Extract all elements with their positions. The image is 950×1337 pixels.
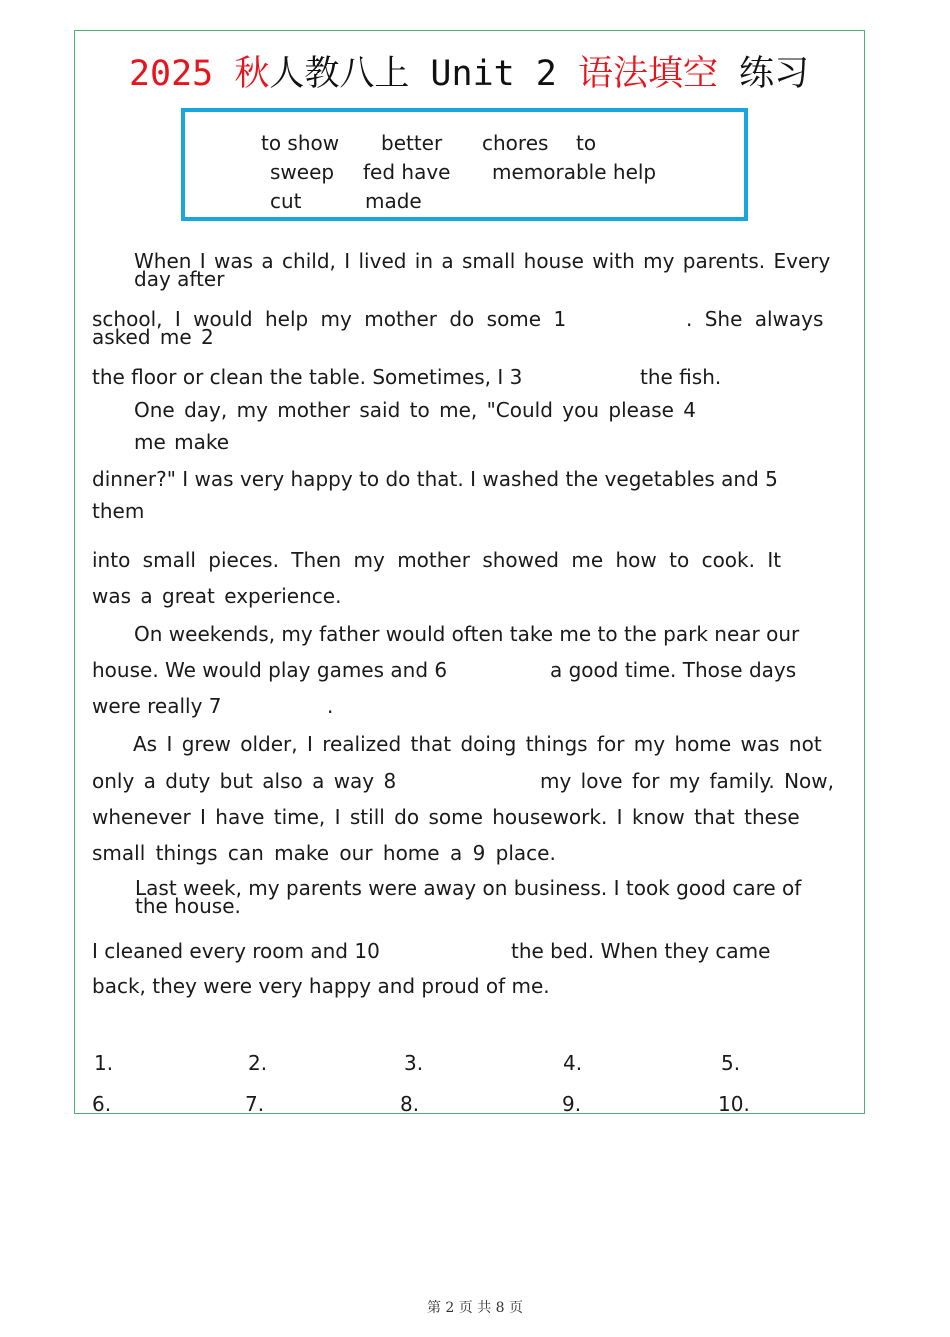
passage-line: One day, my mother said to me, "Could you please 4	[134, 398, 697, 422]
passage-line: into small pieces. Then my mother showed me how to cook. It	[92, 548, 782, 572]
word-bank-item: sweep	[270, 160, 335, 184]
passage-line: day after	[134, 267, 225, 291]
passage-line: them	[92, 499, 145, 523]
word-bank-item: memorable help	[492, 160, 657, 184]
passage-line: small things can make our home a 9 place.	[92, 841, 556, 865]
answer-number: 6.	[92, 1092, 112, 1116]
title-autumn: 秋	[234, 54, 270, 94]
passage-line: my love for my family. Now,	[540, 769, 835, 793]
passage-line: house. We would play games and 6	[92, 658, 448, 682]
word-bank-item: chores	[482, 131, 549, 155]
word-bank-item: better	[381, 131, 443, 155]
passage-line: me make	[134, 430, 230, 454]
passage-line: a good time. Those days	[550, 658, 797, 682]
word-bank-box	[181, 108, 748, 221]
page-footer: 第 2 页 共 8 页	[426, 1300, 524, 1316]
passage-line: I cleaned every room and 10	[92, 939, 380, 963]
passage-line: the fish.	[640, 365, 722, 389]
word-bank-item: to show	[261, 131, 340, 155]
passage-line: were really 7	[92, 694, 222, 718]
title-practice: 练习	[739, 54, 810, 94]
passage-line: . She always	[686, 307, 824, 331]
answer-number: 10.	[718, 1092, 750, 1116]
title-topic: 语法填空	[577, 54, 718, 94]
answer-number: 5.	[721, 1051, 741, 1075]
answer-number: 9.	[562, 1092, 582, 1116]
answer-number: 3.	[404, 1051, 424, 1075]
word-bank-item: fed have	[363, 160, 451, 184]
passage-line: On weekends, my father would often take me to the park near our	[134, 622, 800, 646]
word-bank-item: made	[365, 189, 422, 213]
answer-number: 8.	[400, 1092, 420, 1116]
title-unit: Unit 2	[430, 54, 557, 94]
passage-line: dinner?" I was very happy to do that. I washed the vegetables and 5	[92, 467, 778, 491]
answer-number: 1.	[94, 1051, 114, 1075]
word-bank-item: to	[576, 131, 597, 155]
passage-line: Last week, my parents were away on business. I took good care of	[135, 876, 802, 900]
passage-line: whenever I have time, I still do some housework. I know that these	[92, 805, 800, 829]
passage-line: the house.	[135, 894, 241, 918]
passage-line: back, they were very happy and proud of me.	[92, 974, 550, 998]
title-textbook: 人教八上	[269, 54, 410, 94]
word-bank-item: cut	[270, 189, 302, 213]
answer-number: 7.	[245, 1092, 265, 1116]
passage-line: asked me 2	[92, 325, 214, 349]
passage-line: the floor or clean the table. Sometimes, I 3	[92, 365, 523, 389]
passage-line: was a great experience.	[92, 584, 342, 608]
passage-line: .	[327, 694, 334, 718]
answer-number: 2.	[248, 1051, 268, 1075]
title-year: 2025	[128, 54, 214, 94]
passage-line: As I grew older, I realized that doing things for my home was not	[133, 732, 822, 756]
page-title	[0, 46, 938, 96]
passage-line: the bed. When they came	[511, 939, 771, 963]
passage-line: When I was a child, I lived in a small house with my parents. Every	[134, 249, 831, 273]
passage-line: school, I would help my mother do some 1	[92, 307, 567, 331]
passage-line: only a duty but also a way 8	[92, 769, 397, 793]
answer-number: 4.	[563, 1051, 583, 1075]
